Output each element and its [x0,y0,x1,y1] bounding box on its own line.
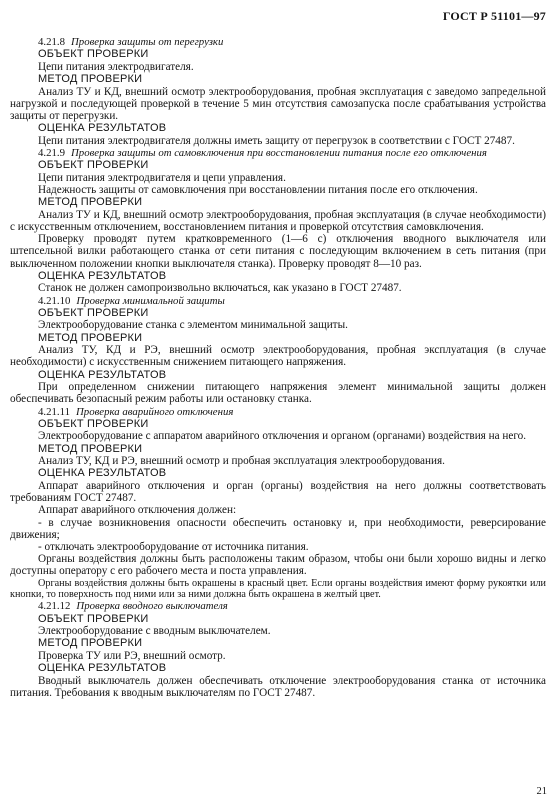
body-paragraph: Анализ ТУ и КД, внешний осмотр электрооборудования, пробная эксплуатация с заведомо запредельной нагрузкой и последующей проверкой в течение 5 мин отсутствия самозапуска после срабатывания устройства защиты от перегрузки. [10,85,546,122]
section-label: ОБЪЕКТ ПРОВЕРКИ [38,417,149,430]
page-number: 21 [536,786,547,797]
body-paragraph: Цепи питания электродвигателя и цепи управления. [38,171,286,184]
body-paragraph: Цепи питания электродвигателя. [38,60,194,73]
section-label: ОБЪЕКТ ПРОВЕРКИ [38,48,149,61]
clause-title: Проверка аварийного отключения [76,405,234,418]
body-paragraph: Аппарат аварийного отключения и орган (органы) воздействия на него должны соответствовать требованиям ГОСТ 27487. [10,480,546,505]
body-paragraph: Анализ ТУ и КД, внешний осмотр электрооборудования, пробная эксплуатация (в случае необходимости) с искусственным отключением, восстановлением питания и проверкой отсутствия самовключения. [10,208,546,233]
clause-title: Проверка минимальной защиты [76,294,225,307]
clause-heading [10,600,546,612]
body-paragraph: Проверка ТУ или РЭ, внешний осмотр. [38,650,226,663]
body-paragraph: Аппарат аварийного отключения должен: [38,504,237,517]
body-paragraph: Органы воздействия должны быть расположены таким образом, чтобы они были хорошо видны и легко доступны оператору с его рабочего места и поста управления. [10,553,546,578]
body-paragraph: Вводный выключатель должен обеспечивать отключение электрооборудования станка от источника питания. Требования к вводным выключателям по ГОСТ 27487. [10,674,546,700]
body-paragraph: При определенном снижении питающего напряжения элемент минимальной защиты должен обеспечивать безопасный режим работы или остановку станка. [10,381,546,406]
running-header: ГОСТ Р 51101—97 [442,9,546,23]
section-label: ОБЪЕКТ ПРОВЕРКИ [38,306,149,319]
section-label: ОЦЕНКА РЕЗУЛЬТАТОВ [38,122,167,135]
clause-number: 4.21.9 [38,147,65,159]
clause-title: Проверка защиты от перегрузки [71,36,224,48]
body-paragraph: Электрооборудование с вводным выключателем. [38,625,271,638]
section-label: ОЦЕНКА РЕЗУЛЬТАТОВ [38,467,167,480]
clause-heading [10,295,546,307]
section-label: МЕТОД ПРОВЕРКИ [38,637,143,650]
section-label: МЕТОД ПРОВЕРКИ [38,73,143,85]
body-paragraph: - отключать электрооборудование от источника питания. [38,541,309,554]
clause-heading [10,406,546,418]
body-paragraph: Органы воздействия должны быть окрашены в красный цвет. Если органы воздействия имеют форму рукоятки или кнопки, то поверхность под ними или за ними должна быть окрашена в желтый цвет. [10,577,546,601]
body-paragraph: Цепи питания электродвигателя должны иметь защиту от перегрузок в соответствии с ГОСТ 27487. [38,134,515,147]
body-paragraph: Анализ ТУ, КД и РЭ, внешний осмотр и пробная эксплуатация электрооборудования. [38,455,445,468]
section-label: ОЦЕНКА РЕЗУЛЬТАТОВ [38,269,167,282]
body-paragraph: Электрооборудование с аппаратом аварийного отключения и органом (органами) воздействия на него. [38,430,527,443]
section-label: ОБЪЕКТ ПРОВЕРКИ [38,159,149,172]
body-paragraph: Анализ ТУ, КД и РЭ, внешний осмотр электрооборудования, пробная эксплуатация (в случае необходимости) с искусственным снижением питающего напряжения. [10,344,546,369]
clause-number: 4.21.11 [38,405,70,418]
body-paragraph: - в случае возникновения опасности обеспечить остановку и, при необходимости, реверсирование движения; [10,516,546,541]
section-label: МЕТОД ПРОВЕРКИ [38,196,143,209]
body-paragraph: Надежность защиты от самовключения при восстановлении питания после его отключения. [38,184,478,196]
section-label: МЕТОД ПРОВЕРКИ [38,331,143,344]
clause-number: 4.21.10 [38,294,71,307]
section-label: ОЦЕНКА РЕЗУЛЬТАТОВ [38,368,167,381]
body-paragraph: Электрооборудование станка с элементом минимальной защиты. [38,319,348,332]
clause-heading [10,36,546,48]
body-paragraph: Проверку проводят путем кратковременного (1—6 с) отключения вводного выключателя или штепсельной вилки работающего станка от сети питания с последующим включением в сеть питания (при выключенном положении кнопки выключателя станка). Проверку проводят 8—10 раз. [10,233,546,270]
section-label: ОБЪЕКТ ПРОВЕРКИ [38,612,149,625]
clause-number: 4.21.12 [38,600,71,613]
clause-heading [10,147,546,159]
clause-number: 4.21.8 [38,36,65,48]
section-label: МЕТОД ПРОВЕРКИ [38,442,143,455]
clause-title: Проверка вводного выключателя [76,600,228,613]
clause-title: Проверка защиты от самовключения при восстановлении питания после его отключения [71,147,487,159]
section-label: ОЦЕНКА РЕЗУЛЬТАТОВ [38,662,167,675]
body-paragraph: Станок не должен самопроизвольно включаться, как указано в ГОСТ 27487. [38,282,402,295]
document-body [10,36,546,699]
